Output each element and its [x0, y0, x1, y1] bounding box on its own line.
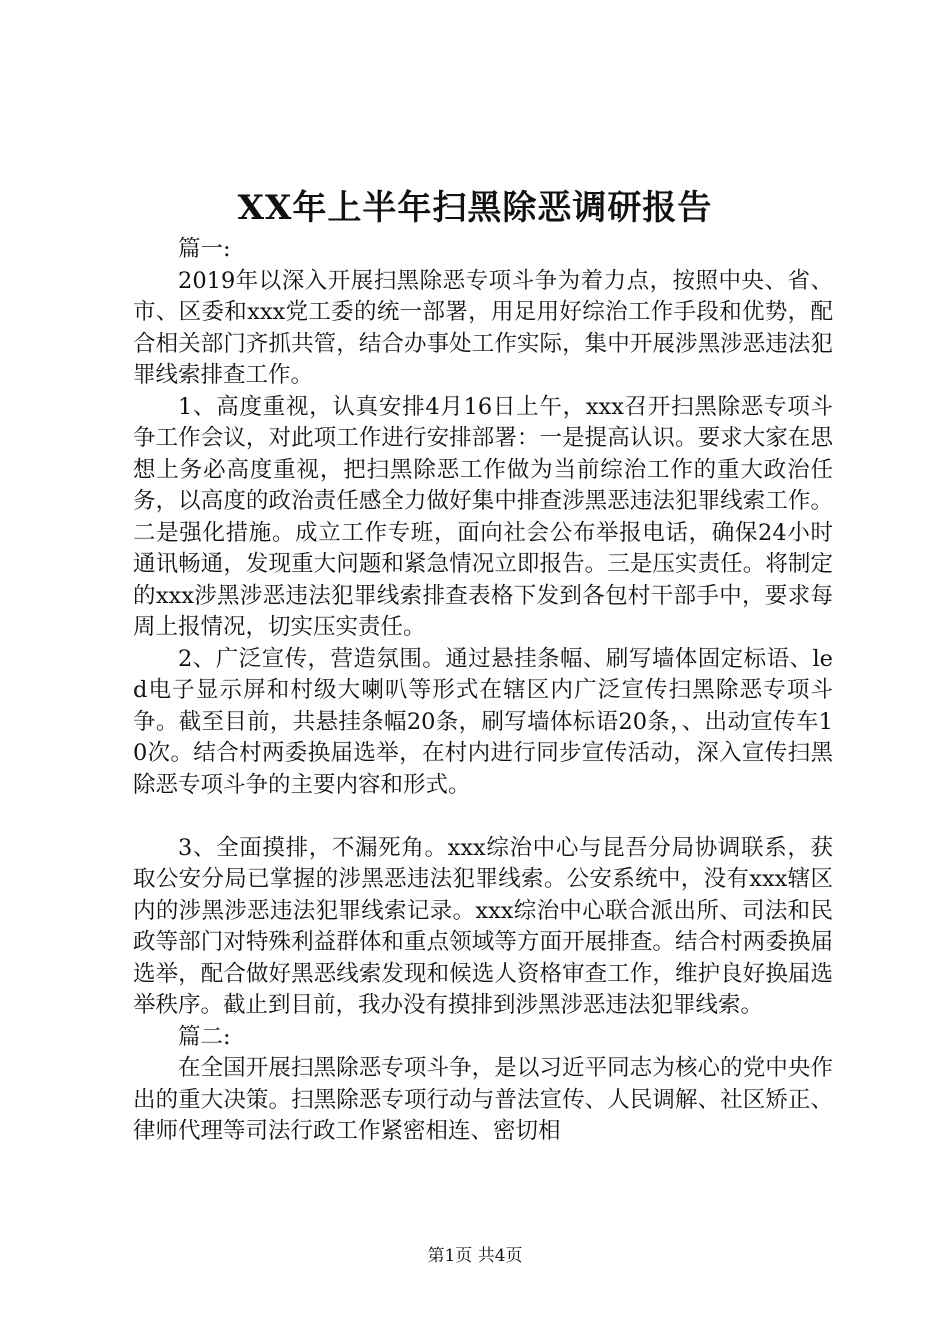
paragraph-part-two: 在全国开展扫黑除恶专项斗争，是以习近平同志为核心的党中央作出的重大决策。扫黑除恶专项行动与普法宣传、人民调解、社区矫正、律师代理等司法行政工作紧密相连、密切相 [133, 1055, 833, 1144]
paragraph-item-3: 3、全面摸排，不漏死角。xxx综治中心与昆吾分局协调联系，获取公安分局已掌握的涉黑恶违法犯罪线索。公安系统中，没有xxx辖区内的涉黑涉恶违法犯罪线索记录。xxx综治中心联合派出所、司法和民政等部门对特殊利益群体和重点领域等方面开展排查。结合村两委换届选举，配合做好黑恶线索发现和候选人资格审查工作，维护良好换届选举秩序。截止到目前，我办没有摸排到涉黑涉恶违法犯罪线索。 [133, 834, 833, 1018]
document-body [133, 234, 833, 1148]
section-heading-part-one: 篇一: [178, 236, 231, 262]
document-title: XX年上半年扫黑除恶调研报告 [237, 188, 713, 228]
page-number-footer: 第1页 共4页 [427, 1246, 523, 1266]
paragraph-item-2: 2、广泛宣传，营造氛围。通过悬挂条幅、刷写墙体固定标语、led电子显示屏和村级大喇叭等形式在辖区内广泛宣传扫黑除恶专项斗争。截至目前，共悬挂条幅20条，刷写墙体标语20条，、出动宣传车10次。结合村两委换届选举，在村内进行同步宣传活动，深入宣传扫黑除恶专项斗争的主要内容和形式。 [133, 645, 833, 798]
section-heading-part-two: 篇二: [178, 1023, 231, 1050]
paragraph-item-1: 1、高度重视，认真安排4月16日上午，xxx召开扫黑除恶专项斗争工作会议，对此项工作进行安排部署：一是提高认识。要求大家在思想上务必高度重视，把扫黑除恶工作做为当前综治工作的重大政治任务，以高度的政治责任感全力做好集中排查涉黑恶违法犯罪线索工作。二是强化措施。成立工作专班，面向社会公布举报电话，确保24小时通讯畅通，发现重大问题和紧急情况立即报告。三是压实责任。将制定的xxx涉黑涉恶违法犯罪线索排查表格下发到各包村干部手中，要求每周上报情况，切实压实责任。 [133, 393, 833, 640]
paragraph-intro: 2019年以深入开展扫黑除恶专项斗争为着力点，按照中央、省、市、区委和xxx党工委的统一部署，用足用好综治工作手段和优势，配合相关部门齐抓共管，结合办事处工作实际，集中开展涉黑涉恶违法犯罪线索排查工作。 [133, 267, 833, 388]
